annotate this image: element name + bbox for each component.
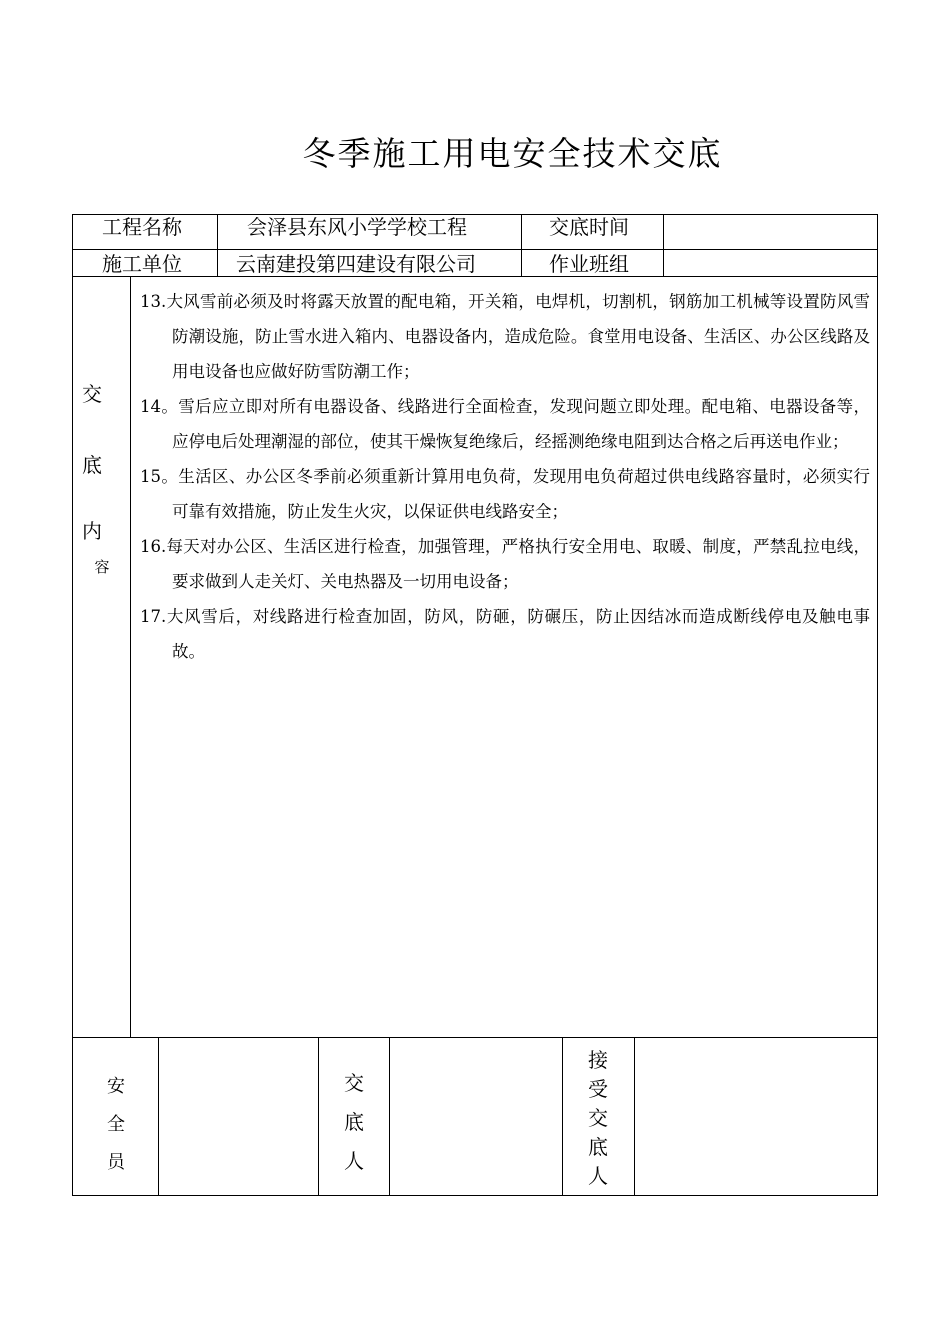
safety-officer-label: 安 全 员 xyxy=(107,1076,125,1173)
content-label-char: 容 xyxy=(94,558,110,576)
project-name-value: 会泽县东风小学学校工程 xyxy=(247,215,467,239)
row-divider-content xyxy=(72,1037,878,1038)
page-title: 冬季施工用电安全技术交底 xyxy=(302,134,723,173)
content-item: 17.大风雪后，对线路进行检查加固，防风，防砸，防碾压，防止因结冰而造成断线停电及触电事故。 xyxy=(140,607,870,661)
work-team-label: 作业班组 xyxy=(549,252,629,276)
content-item: 16.每天对办公区、生活区进行检查，加强管理，严格执行安全用电、取暖、制度，严禁乱拉电线，要求做到人走关灯、关电热器及一切用电设备； xyxy=(140,537,870,591)
content-item: 13.大风雪前必须及时将露天放置的配电箱，开关箱，电焊机，切割机，钢筋加工机械等设置防风雪防潮设施，防止雪水进入箱内、电器设备内，造成危险。食堂用电设备、生活区、办公区线路及用电设备也应做好防雪防潮工作； xyxy=(140,292,870,381)
disclosure-content xyxy=(140,284,870,669)
sig-divider-1 xyxy=(158,1037,159,1196)
sig-divider-3 xyxy=(389,1037,390,1196)
construction-unit-value: 云南建投第四建设有限公司 xyxy=(236,252,476,276)
disclosure-time-label: 交底时间 xyxy=(549,215,629,239)
receiver-label: 接 受 交 底 人 xyxy=(588,1048,608,1188)
sig-divider-2 xyxy=(318,1037,319,1196)
briefer-label: 交 底 人 xyxy=(344,1071,364,1173)
content-label-char: 内 xyxy=(82,519,102,543)
content-label-divider xyxy=(130,276,131,1037)
col-divider-2 xyxy=(521,214,522,276)
content-item: 15。生活区、办公区冬季前必须重新计算用电负荷，发现用电负荷超过供电线路容量时，必须实行可靠有效措施，防止发生火灾，以保证供电线路安全； xyxy=(140,467,870,521)
content-label-char: 交 xyxy=(82,382,102,406)
project-name-label: 工程名称 xyxy=(102,215,182,239)
content-label xyxy=(72,376,112,582)
construction-unit-label: 施工单位 xyxy=(102,252,182,276)
row-divider-unit xyxy=(72,276,878,277)
row-divider-header xyxy=(72,249,878,250)
col-divider-1 xyxy=(217,214,218,276)
sig-divider-4 xyxy=(562,1037,563,1196)
content-item: 14。雪后应立即对所有电器设备、线路进行全面检查，发现问题立即处理。配电箱、电器设备等，应停电后处理潮湿的部位，使其干燥恢复绝缘后，经摇测绝缘电阻到达合格之后再送电作业； xyxy=(140,397,870,451)
sig-divider-5 xyxy=(634,1037,635,1196)
col-divider-3 xyxy=(663,214,664,276)
content-label-char: 底 xyxy=(82,453,102,477)
